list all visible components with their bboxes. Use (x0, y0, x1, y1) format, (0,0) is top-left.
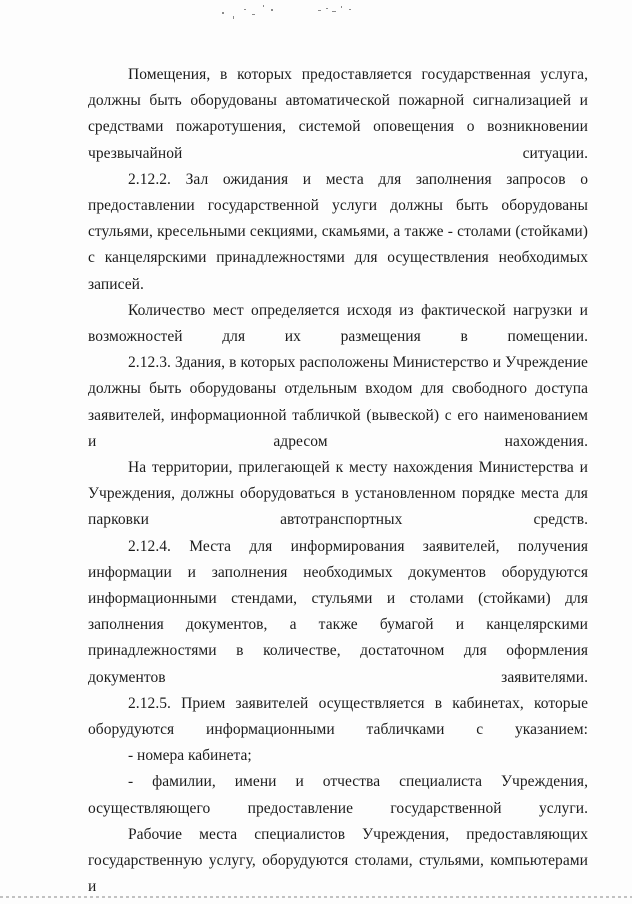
document-body (88, 62, 588, 901)
scan-noise-marks (0, 0, 632, 30)
list-item-room-number: - номера кабинета; (128, 747, 252, 765)
paragraph-workplaces: Рабочие места специалистов Учреждения, предоставляющих государственную услугу, оборудуются столами, стульями, компьютерами и (88, 825, 588, 896)
paragraph-number-of-places: Количество мест определяется исходя из фактической нагрузки и возможностей для их размещения в помещении. (88, 301, 588, 346)
scan-bottom-edge (0, 896, 632, 898)
paragraph-parking: На территории, прилегающей к месту нахождения Министерства и Учреждения, должны оборудоваться в установленном порядке места для парковки автотранспортных средств. (88, 459, 588, 529)
paragraph-2-12-4-information-places: 2.12.4. Места для информирования заявителей, получения информации и заполнения необходимых документов оборудуются информационными стендами, стульями и столами (стойками) для заполнения документов, а также бумагой и канцелярскими принадлежностями в количестве, достаточном для оформления документов заявителями. (88, 537, 588, 686)
paragraph-2-12-2-waiting-hall: 2.12.2. Зал ожидания и места для заполнения запросов о предоставлении государственной услуги должны быть оборудованы стульями, кресельными секциями, скамьями, а также - столами (стойками) с канцелярскими принадлежностями для осуществления необходимых записей. (88, 170, 588, 293)
paragraph-2-12-3-buildings: 2.12.3. Здания, в которых расположены Министерство и Учреждение должны быть оборудованы отдельным входом для свободного доступа заявителей, информационной табличкой (вывеской) с его наименованием и адресом нахождения. (88, 354, 588, 450)
paragraph-2-12-5-reception: 2.12.5. Прием заявителей осуществляется в кабинетах, которые оборудуются информационными табличками с указанием: (88, 694, 588, 739)
paragraph-premises-fire-safety: Помещения, в которых предоставляется государственная услуга, должны быть оборудованы автоматической пожарной сигнализацией и средствами пожаротушения, системой оповещения о возникновении чрезвычайной ситуации. (88, 66, 588, 162)
list-item-specialist-name: - фамилии, имени и отчества специалиста Учреждения, осуществляющего предоставление государственной услуги. (88, 773, 588, 817)
